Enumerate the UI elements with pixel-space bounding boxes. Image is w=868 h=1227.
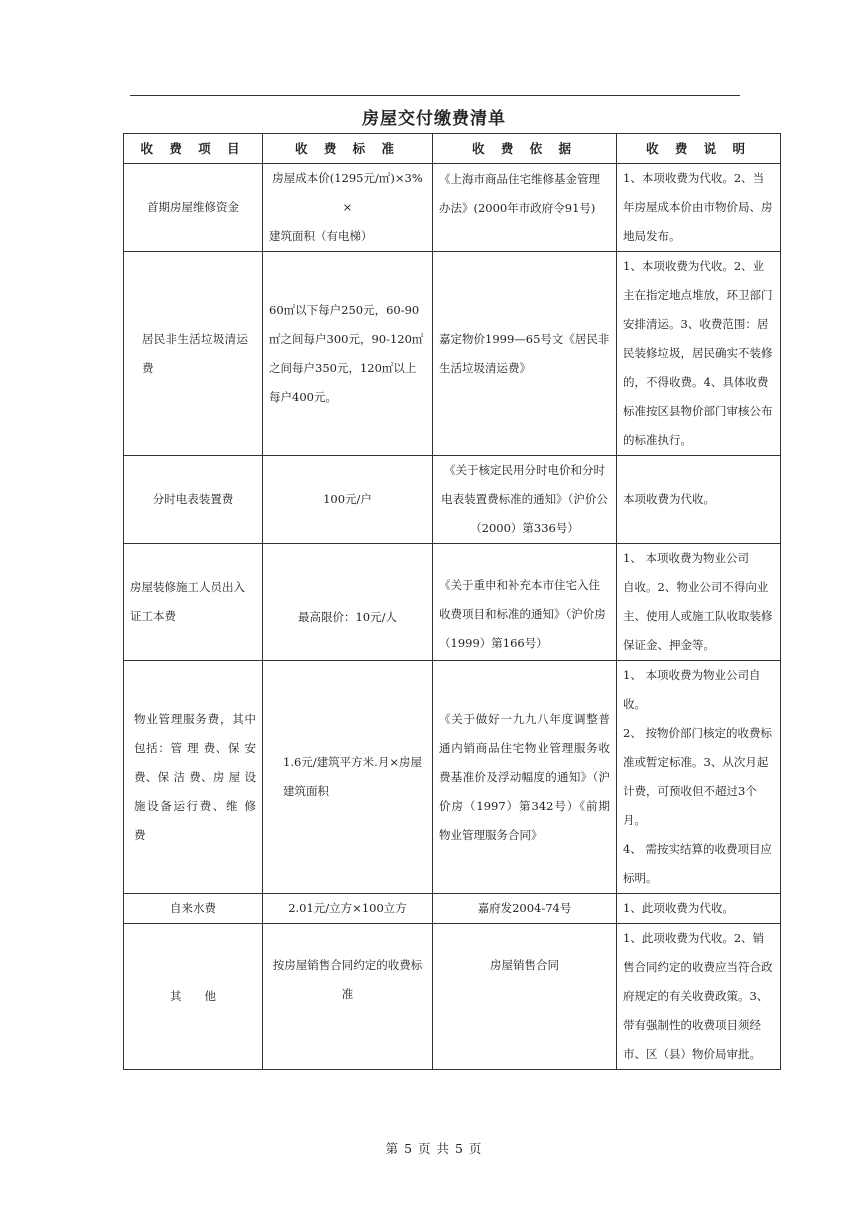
cell-basis: 嘉府发2004-74号	[433, 894, 617, 924]
cell-note	[617, 661, 781, 894]
note-line: 2、 按物价部门核定的收费标准或暂定标准。3、从次月起计费，可预收但不超过3个月。	[623, 726, 772, 827]
cell-item: 房屋装修施工人员出入证工本费	[124, 544, 263, 661]
fee-table	[123, 133, 781, 1070]
document-title: 房屋交付缴费清单	[362, 109, 506, 129]
cell-note: 1、此项收费为代收。	[617, 894, 781, 924]
table-row	[124, 661, 781, 894]
table-row	[124, 894, 781, 924]
cell-basis: 《关于做好一九九八年度调整普通内销商品住宅物业管理服务收费基准价及浮动幅度的通知》（沪价房（1997）第342号）《前期物业管理服务合同》	[433, 661, 617, 894]
cell-basis: 嘉定物价1999—65号文《居民非生活垃圾清运费》	[433, 252, 617, 456]
cell-standard: 100元/户	[263, 456, 433, 544]
cell-note: 1、此项收费为代收。2、销售合同约定的收费应当符合政府规定的有关收费政策。3、带有强制性的收费项目须经市、区（县）物价局审批。	[617, 924, 781, 1070]
cell-standard	[263, 164, 433, 252]
cell-standard: 60㎡以下每户250元，60-90㎡之间每户300元，90-120㎡之间每户350元，120㎡以上每户400元。	[263, 252, 433, 456]
cell-item: 自来水费	[124, 894, 263, 924]
cell-note	[617, 544, 781, 661]
cell-item: 居民非生活垃圾清运费	[124, 252, 263, 456]
note-line: 1、 本项收费为物业公司	[623, 551, 749, 565]
cell-item: 其 他	[124, 924, 263, 1070]
table-row	[124, 164, 781, 252]
page-footer: 第 5 页 共 5 页	[385, 1141, 483, 1156]
cell-standard: 按房屋销售合同约定的收费标准	[263, 924, 433, 1070]
cell-standard: 1.6元/建筑平方米.月×房屋建筑面积	[263, 661, 433, 894]
table-row	[124, 252, 781, 456]
table-row	[124, 924, 781, 1070]
header-basis: 收 费 依 据	[433, 134, 617, 164]
header-item: 收 费 项 目	[124, 134, 263, 164]
cell-note: 1、本项收费为代收。2、当年房屋成本价由市物价局、房地局发布。	[617, 164, 781, 252]
cell-basis: 房屋销售合同	[433, 924, 617, 1070]
cell-item: 分时电表装置费	[124, 456, 263, 544]
header-standard: 收 费 标 准	[263, 134, 433, 164]
note-line: 4、 需按实结算的收费项目应标明。	[623, 842, 772, 885]
table-row	[124, 544, 781, 661]
cell-basis: 《上海市商品住宅维修基金管理办法》(2000年市政府令91号)	[433, 164, 617, 252]
note-line: 自收。2、物业公司不得向业主、使用人或施工队收取装修保证金、押金等。	[623, 580, 773, 652]
cell-item: 首期房屋维修资金	[124, 164, 263, 252]
header-rule	[130, 95, 740, 96]
cell-standard: 最高限价：10元/人	[263, 544, 433, 661]
standard-line: 房屋成本价(1295元/㎡)×3%	[272, 171, 423, 185]
standard-line: 建筑面积（有电梯）	[269, 229, 373, 243]
note-line: 1、 本项收费为物业公司自收。	[623, 668, 761, 711]
standard-line: ×	[342, 200, 353, 214]
cell-basis: 《关于核定民用分时电价和分时电表装置费标准的通知》（沪价公（2000）第336号）	[433, 456, 617, 544]
table-header-row	[124, 134, 781, 164]
cell-basis: 《关于重申和补充本市住宅入住收费项目和标准的通知》（沪价房（1999）第166号）	[433, 544, 617, 661]
cell-note: 1、本项收费为代收。2、业主在指定地点堆放，环卫部门安排清运。3、收费范围：居民装修垃圾，居民确实不装修的，不得收费。4、具体收费标准按区县物价部门审核公布的标准执行。	[617, 252, 781, 456]
cell-item: 物业管理服务费，其中包括：管 理 费、保 安费、保 洁 费、房 屋 设 施设备运行费、维 修 费	[124, 661, 263, 894]
header-note: 收 费 说 明	[617, 134, 781, 164]
cell-standard: 2.01元/立方×100立方	[263, 894, 433, 924]
cell-note: 本项收费为代收。	[617, 456, 781, 544]
table-row	[124, 456, 781, 544]
